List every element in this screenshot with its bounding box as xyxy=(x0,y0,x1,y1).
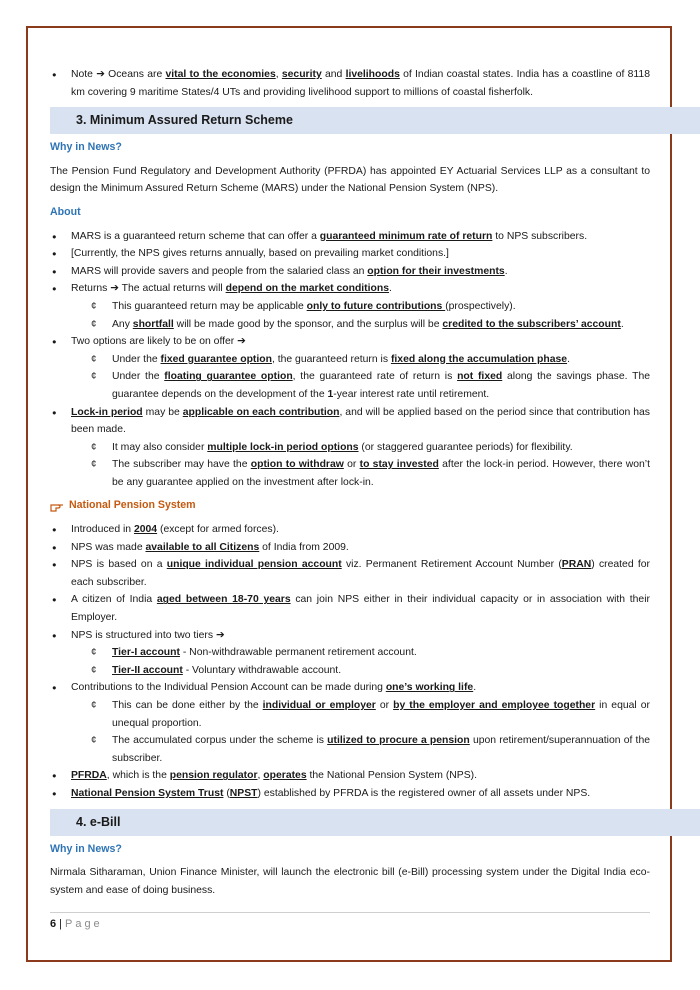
page-word: Page xyxy=(64,918,103,930)
text: ) created for each subscriber. xyxy=(71,559,650,588)
text: , the guaranteed return is xyxy=(271,353,391,365)
keyword: option to withdraw xyxy=(250,459,344,471)
section-heading-ebill: 4. e-Bill xyxy=(50,809,700,836)
section-heading-mars: 3. Minimum Assured Return Scheme xyxy=(50,107,700,134)
text: Under the xyxy=(112,353,161,365)
text: - Non-withdrawable permanent retirement account. xyxy=(179,647,417,659)
text: NPS is based on a xyxy=(71,559,167,571)
about-heading: About xyxy=(50,205,81,218)
text: The accumulated corpus under the scheme is xyxy=(112,735,328,747)
why-in-news-text: The Pension Fund Regulatory and Development Authority (PFRDA) has appointed EY Actuarial Services LLP as a consultant to design the Minimum Assured Return Scheme (MARS) under the National Pension System (NPS). xyxy=(50,165,650,195)
list-item xyxy=(50,679,650,697)
text: MARS is a guaranteed return scheme that can offer a xyxy=(71,230,320,242)
keyword: shortfall xyxy=(132,318,174,330)
why-in-news-heading: Why in News? xyxy=(50,842,122,855)
text: It may also consider xyxy=(112,441,208,453)
text: . xyxy=(473,682,477,694)
keyword: 2004 xyxy=(133,524,158,536)
text: -year interest rate until retirement. xyxy=(333,388,490,400)
sub-list-item xyxy=(50,644,650,662)
text: MARS will provide savers and people from the salaried class an xyxy=(71,265,368,277)
sub-list-item xyxy=(50,316,650,334)
keyword: Tier-I account xyxy=(112,647,180,659)
keyword: NPST xyxy=(229,787,258,799)
keyword: vital to the economies xyxy=(165,69,276,80)
text: in equal or unequal proportion. xyxy=(112,700,650,729)
list-item xyxy=(50,280,650,298)
text: of Indian coastal states. India has a coastline of 8118 km covering 9 maritime States/4 UTs and providing livelihood support to millions of coastal fisherfolk. xyxy=(71,69,650,98)
sub-list-item xyxy=(50,456,650,491)
text: can join NPS either in their individual capacity or in association with their Employer. xyxy=(71,594,650,624)
page-footer xyxy=(50,912,650,930)
document-body xyxy=(50,66,650,905)
text: (except for armed forces). xyxy=(157,524,279,536)
text: of India from 2009. xyxy=(259,541,349,553)
sub-list-item xyxy=(50,732,650,767)
sub-list-item xyxy=(50,368,650,403)
text: This can be done either by the xyxy=(112,700,263,711)
list-item: ● Two options are likely to be on offer ➔ xyxy=(50,333,650,351)
pointing-hand-icon xyxy=(50,500,64,512)
keyword: one’s working life xyxy=(385,682,474,694)
text: or xyxy=(343,459,360,471)
text: , which is the xyxy=(106,770,170,782)
keyword: to stay invested xyxy=(359,459,439,471)
text: , xyxy=(257,770,264,782)
keyword: floating guarantee option xyxy=(164,371,293,383)
text: , the guaranteed rate of return is xyxy=(292,371,458,383)
keyword: individual or employer xyxy=(262,700,376,711)
nps-heading-text: National Pension System xyxy=(69,499,196,512)
keyword: 1 xyxy=(327,388,334,400)
text: . xyxy=(389,283,392,295)
list-item xyxy=(50,785,650,803)
text: This guaranteed return may be applicable xyxy=(112,300,307,312)
keyword: multiple lock-in period options xyxy=(207,441,359,453)
text: and xyxy=(321,69,346,80)
text: . xyxy=(620,318,624,330)
text: viz. Permanent Retirement Account Number ( xyxy=(341,559,562,571)
keyword: operates xyxy=(263,770,307,782)
keyword: livelihoods xyxy=(345,69,400,80)
text: ) established by PFRDA is the registered owner of all assets under NPS. xyxy=(257,787,591,799)
list-item: ● [Currently, the NPS gives returns annually, based on prevailing market conditions.] xyxy=(50,245,650,263)
keyword: Tier-II account xyxy=(112,664,183,676)
keyword: utilized to procure a pension xyxy=(327,735,470,747)
keyword: by the employer and employee together xyxy=(393,700,596,711)
text: (or staggered guarantee periods) for flexibility. xyxy=(358,441,573,453)
keyword: PRAN xyxy=(561,559,592,571)
text: will be made good by the sponsor, and the surplus will be xyxy=(173,318,443,330)
text: Any xyxy=(112,318,133,330)
sub-list-item xyxy=(50,439,650,457)
keyword: fixed guarantee option xyxy=(160,353,272,365)
keyword: fixed along the accumulation phase xyxy=(390,353,568,365)
text: along the savings phase. The guarantee depends on the development of the xyxy=(112,371,651,400)
keyword: aged between 18-70 years xyxy=(156,594,291,606)
text: the National Pension System (NPS). xyxy=(306,770,477,782)
keyword: applicable on each contribution xyxy=(182,406,340,418)
text: - Voluntary withdrawable account. xyxy=(182,664,342,676)
keyword: guaranteed minimum rate of return xyxy=(319,230,493,242)
list-item xyxy=(50,591,650,626)
list-item: ● NPS is structured into two tiers ➔ xyxy=(50,627,650,645)
keyword: Lock-in period xyxy=(71,406,143,418)
text: . xyxy=(567,353,570,365)
why-in-news-heading: Why in News? xyxy=(50,141,122,154)
note-bullet xyxy=(50,66,650,101)
list-item xyxy=(50,404,650,439)
text: to NPS subscribers. xyxy=(492,230,588,242)
text: may be xyxy=(142,406,183,418)
nps-heading xyxy=(50,497,650,515)
keyword: available to all Citizens xyxy=(145,541,260,553)
text: Under the xyxy=(112,371,165,383)
list-item xyxy=(50,521,650,539)
text: The subscriber may have the xyxy=(112,459,251,471)
text: Contributions to the Individual Pension Account can be made during xyxy=(71,682,386,694)
text: NPS was made xyxy=(71,541,146,553)
list-item xyxy=(50,539,650,557)
text: or xyxy=(375,700,394,711)
sub-list-item xyxy=(50,662,650,680)
keyword: PFRDA xyxy=(71,770,107,782)
keyword: security xyxy=(281,69,322,80)
text: Returns ➔ The actual returns will xyxy=(71,283,226,295)
page-number: 6 xyxy=(50,918,57,930)
note-lead: Note ➔ Oceans are xyxy=(71,69,166,80)
keyword: credited to the subscribers’ account xyxy=(442,318,621,330)
text: (prospectively). xyxy=(445,300,516,312)
text: . xyxy=(504,265,508,277)
list-item xyxy=(50,263,650,281)
text: A citizen of India xyxy=(71,594,157,606)
list-item xyxy=(50,228,650,246)
keyword: unique individual pension account xyxy=(166,559,342,571)
text: upon retirement/superannuation of the subscriber. xyxy=(112,735,650,764)
keyword: only to future contributions xyxy=(306,300,446,312)
sub-list-item xyxy=(50,351,650,369)
text: , and will be applied based on the period since that contribution has been made. xyxy=(71,406,650,436)
keyword: National Pension System Trust xyxy=(71,787,224,799)
text: after the lock-in period. However, there won’t be any guarantee applied on the investment after lock-in. xyxy=(112,459,650,488)
keyword: pension regulator xyxy=(169,770,258,782)
why-in-news-text: Nirmala Sitharaman, Union Finance Minister, will launch the electronic bill (e-Bill) processing system under the Digital India eco-system and ease of doing business. xyxy=(50,867,650,896)
list-item xyxy=(50,556,650,591)
keyword: depend on the market conditions xyxy=(225,283,390,295)
footer-separator: | xyxy=(59,918,62,930)
text: , xyxy=(275,69,282,80)
keyword: option for their investments xyxy=(367,265,505,277)
keyword: not fixed xyxy=(457,371,503,383)
text: ( xyxy=(223,787,230,799)
sub-list-item xyxy=(50,697,650,732)
list-item xyxy=(50,767,650,785)
sub-list-item xyxy=(50,298,650,316)
text: Introduced in xyxy=(71,524,134,536)
